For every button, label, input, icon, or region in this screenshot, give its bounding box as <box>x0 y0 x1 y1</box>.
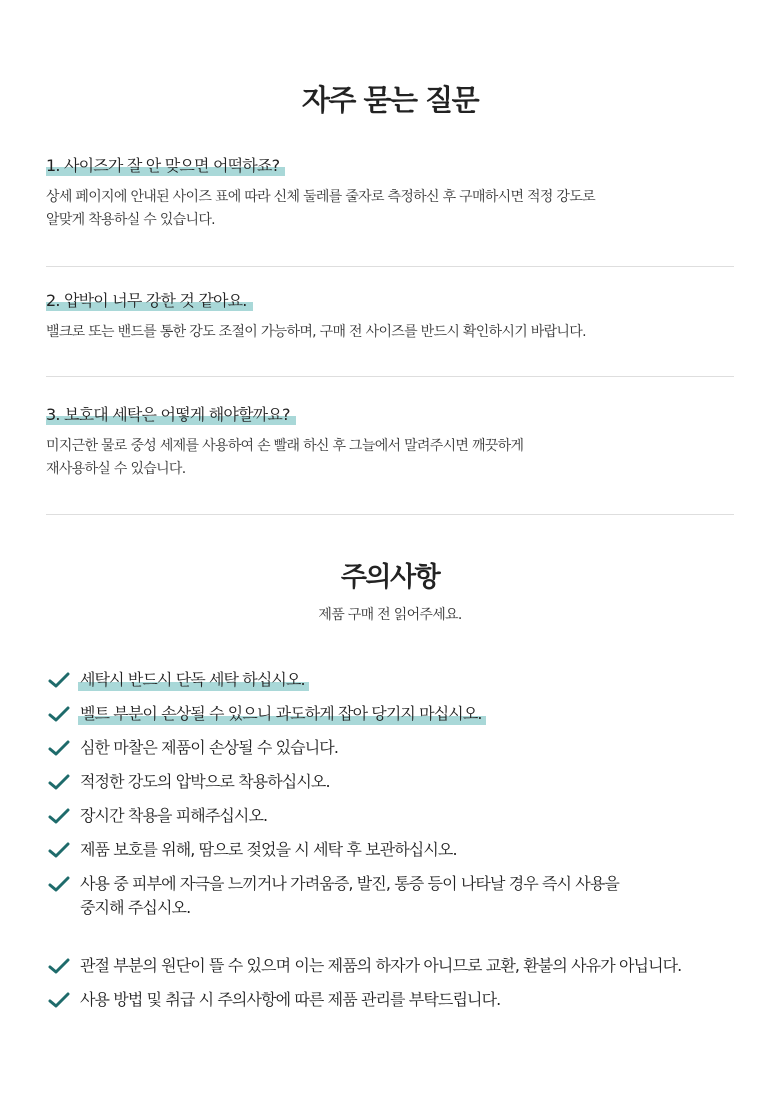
caution-text <box>80 954 681 978</box>
faq-question: 2. 압박이 너무 강한 것 같아요. <box>46 290 247 312</box>
check-icon <box>48 808 70 824</box>
caution-text <box>80 838 457 862</box>
check-icon <box>48 958 70 974</box>
caution-line: 장시간 착용을 피해주십시오. <box>80 806 268 825</box>
faq-item <box>46 290 734 344</box>
caution-line: 심한 마찰은 제품이 손상될 수 있습니다. <box>80 738 339 757</box>
faq-answer <box>46 435 734 481</box>
faq-question: 3. 보호대 세탁은 어떻게 해야할까요? <box>46 404 290 426</box>
caution-item <box>46 954 681 978</box>
check-icon <box>48 706 70 722</box>
caution-item <box>46 736 338 760</box>
faq-answer-line: 재사용하실 수 있습니다. <box>46 461 186 477</box>
caution-text <box>80 668 305 692</box>
caution-item <box>46 872 619 920</box>
caution-item <box>46 668 305 692</box>
caution-text <box>80 702 482 726</box>
caution-line: 사용 방법 및 취급 시 주의사항에 따른 제품 관리를 부탁드립니다. <box>80 990 501 1009</box>
caution-subtitle: 제품 구매 전 읽어주세요. <box>318 607 462 623</box>
section-divider <box>46 514 734 515</box>
check-icon <box>48 672 70 688</box>
faq-answer <box>46 321 734 344</box>
caution-text <box>80 988 500 1012</box>
faq-answer-line: 밸크로 또는 밴드를 통한 강도 조절이 가능하며, 구매 전 사이즈를 반드시 확인하시기 바랍니다. <box>46 324 586 340</box>
faq-item <box>46 404 734 481</box>
caution-line: 중지해 주십시오. <box>80 898 191 917</box>
caution-line: 벨트 부분이 손상될 수 있으니 과도하게 잡아 당기지 마십시오. <box>80 702 482 726</box>
check-icon <box>48 992 70 1008</box>
caution-line: 관절 부분의 원단이 뜰 수 있으며 이는 제품의 하자가 아니므로 교환, 환불의 사유가 아닙니다. <box>80 956 682 975</box>
caution-item <box>46 838 457 862</box>
faq-answer-line: 미지근한 물로 중성 세제를 사용하여 손 빨래 하신 후 그늘에서 말려주시면 깨끗하게 <box>46 438 524 454</box>
caution-item <box>46 988 500 1012</box>
caution-title: 주의사항 <box>340 562 440 593</box>
faq-title: 자주 묻는 질문 <box>301 83 479 117</box>
check-icon <box>48 740 70 756</box>
caution-line: 제품 보호를 위해, 땀으로 젖었을 시 세탁 후 보관하십시오. <box>80 840 457 859</box>
caution-line: 사용 중 피부에 자극을 느끼거나 가려움증, 발진, 통증 등이 나타날 경우 즉시 사용을 <box>80 874 619 893</box>
faq-answer-line: 알맞게 착용하실 수 있습니다. <box>46 212 215 228</box>
faq-answer <box>46 186 734 232</box>
check-icon <box>48 774 70 790</box>
section-divider <box>46 266 734 267</box>
caution-line: 적정한 강도의 압박으로 착용하십시오. <box>80 772 330 791</box>
caution-text <box>80 872 619 920</box>
caution-text <box>80 736 338 760</box>
caution-item <box>46 702 482 726</box>
faq-item <box>46 155 734 232</box>
check-icon <box>48 876 70 892</box>
faq-question: 1. 사이즈가 잘 안 맞으면 어떡하죠? <box>46 155 279 177</box>
caution-text <box>80 770 330 794</box>
caution-text <box>80 804 267 828</box>
caution-line: 세탁시 반드시 단독 세탁 하십시오. <box>80 668 305 692</box>
section-divider <box>46 376 734 377</box>
faq-answer-line: 상세 페이지에 안내된 사이즈 표에 따라 신체 둘레를 줄자로 측정하신 후 구매하시면 적정 강도로 <box>46 189 595 205</box>
check-icon <box>48 842 70 858</box>
caution-item <box>46 804 267 828</box>
caution-item <box>46 770 330 794</box>
